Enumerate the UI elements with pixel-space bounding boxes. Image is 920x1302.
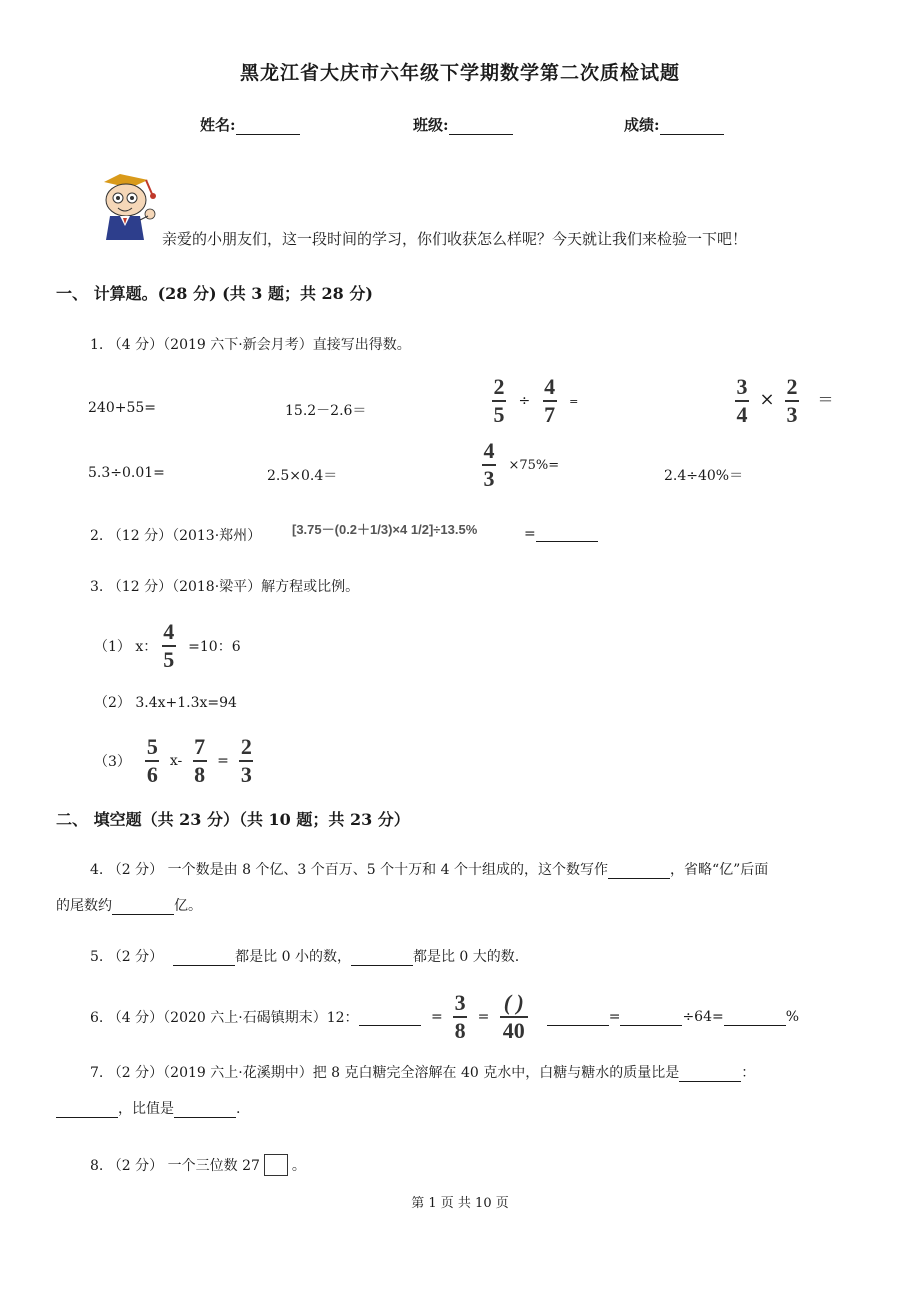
fraction: $\frac{4}{7}$ bbox=[544, 374, 556, 427]
q1-expr-2: 15.2－2.6＝ bbox=[285, 403, 367, 419]
q1-expr-1: 240+55= bbox=[88, 400, 156, 416]
q1-expr-8: 2.4÷40%＝ bbox=[664, 468, 744, 484]
name-label: 姓名: bbox=[200, 116, 236, 134]
score-field bbox=[624, 114, 724, 135]
fraction: $\frac{2}{3}$ bbox=[240, 734, 252, 787]
answer-blank[interactable] bbox=[112, 898, 174, 915]
fraction: $\frac{5}{6}$ bbox=[146, 734, 158, 787]
q4-line-2: 的尾数约 亿。 bbox=[56, 898, 202, 914]
q7-line-2: ，比值是 . bbox=[56, 1098, 240, 1118]
q1-expr-5: 5.3÷0.01= bbox=[88, 465, 165, 481]
score-blank[interactable] bbox=[660, 118, 724, 135]
q1-expr-7: $\frac{4}{3}$ ×75%= bbox=[483, 438, 560, 491]
q6: 6. （4 分）（2020 六上·石碣镇期末）12： = $\frac{3}{8}$ = $\frac{( )}{40}$ = ÷64= % bbox=[90, 990, 800, 1043]
answer-blank[interactable] bbox=[351, 949, 413, 966]
fraction: $\frac{( )}{40}$ bbox=[500, 992, 528, 1042]
answer-blank[interactable] bbox=[608, 862, 670, 879]
q3-part-2: （2） 3.4x+1.3x=94 bbox=[94, 695, 237, 711]
answer-blank[interactable] bbox=[56, 1101, 118, 1118]
name-blank[interactable] bbox=[236, 118, 300, 135]
answer-blank[interactable] bbox=[174, 1101, 236, 1118]
q8: 8. （2 分） 一个三位数 27 。 bbox=[90, 1154, 306, 1176]
mascot-doctor-icon bbox=[90, 170, 170, 248]
q3-stem: 3. （12 分）（2018·梁平）解方程或比例。 bbox=[90, 579, 360, 595]
fraction: $\frac{2}{5}$ bbox=[493, 374, 505, 427]
answer-blank[interactable] bbox=[620, 1009, 682, 1026]
class-label: 班级: bbox=[413, 116, 449, 134]
name-field bbox=[200, 114, 300, 135]
q3-part-1: （1） x： $\frac{4}{5}$ =10：6 bbox=[94, 619, 241, 672]
fraction: $\frac{4}{3}$ bbox=[483, 438, 495, 491]
q2-answer: = bbox=[524, 525, 598, 542]
q1-expr-3: $\frac{2}{5}$ ÷ $\frac{4}{7}$ = bbox=[493, 374, 579, 427]
class-field bbox=[413, 114, 513, 135]
class-blank[interactable] bbox=[449, 118, 513, 135]
answer-blank[interactable] bbox=[536, 525, 598, 542]
fraction: $\frac{4}{5}$ bbox=[163, 619, 175, 672]
q1-expr-4: $\frac{3}{4}$ × $\frac{2}{3}$ ＝ bbox=[736, 374, 834, 427]
q4-line-1: 4. （2 分） 一个数是由 8 个亿、3 个百万、5 个十万和 4 个十组成的，这个数写作 ，省略“亿”后面 bbox=[90, 862, 769, 878]
fraction: $\frac{3}{4}$ bbox=[736, 374, 748, 427]
q7-line-1: 7. （2 分）（2019 六上·花溪期中）把 8 克白糖完全溶解在 40 克水中，白糖与糖水的质量比是 ： bbox=[90, 1065, 756, 1081]
fraction: $\frac{7}{8}$ bbox=[194, 734, 206, 787]
answer-blank[interactable] bbox=[359, 1009, 421, 1026]
answer-blank[interactable] bbox=[679, 1065, 741, 1082]
answer-blank[interactable] bbox=[173, 949, 235, 966]
answer-blank[interactable] bbox=[547, 1009, 609, 1026]
fraction: $\frac{2}{3}$ bbox=[786, 374, 798, 427]
q2-stem: 2. （12 分）（2013·郑州） bbox=[90, 528, 262, 544]
q2-expression: [3.75－(0.2＋1/3)×4 1/2]÷13.5% bbox=[292, 522, 478, 537]
answer-blank[interactable] bbox=[724, 1009, 786, 1026]
page-footer: 第 1 页 共 10 页 bbox=[411, 1196, 509, 1211]
fraction: $\frac{3}{8}$ bbox=[454, 990, 466, 1043]
q5: 5. （2 分） 都是比 0 小的数， 都是比 0 大的数. bbox=[90, 949, 520, 965]
section-2-heading: 二、 填空题（共 23 分）（共 10 题；共 23 分） bbox=[56, 810, 410, 829]
q1-stem: 1. （4 分）（2019 六下·新会月考）直接写出得数。 bbox=[90, 337, 411, 353]
page-title: 黑龙江省大庆市六年级下学期数学第二次质检试题 bbox=[239, 62, 680, 84]
digit-box[interactable] bbox=[264, 1154, 288, 1176]
q1-expr-6: 2.5×0.4＝ bbox=[267, 468, 338, 484]
q3-part-3: （3） $\frac{5}{6}$ x- $\frac{7}{8}$ = $\frac{2}{3}$ bbox=[94, 734, 252, 787]
score-label: 成绩: bbox=[624, 116, 660, 134]
section-1-heading: 一、 计算题。(28 分) (共 3 题；共 28 分) bbox=[56, 284, 373, 303]
greeting-text: 亲爱的小朋友们，这一段时间的学习，你们收获怎么样呢？今天就让我们来检验一下吧！ bbox=[162, 230, 748, 248]
